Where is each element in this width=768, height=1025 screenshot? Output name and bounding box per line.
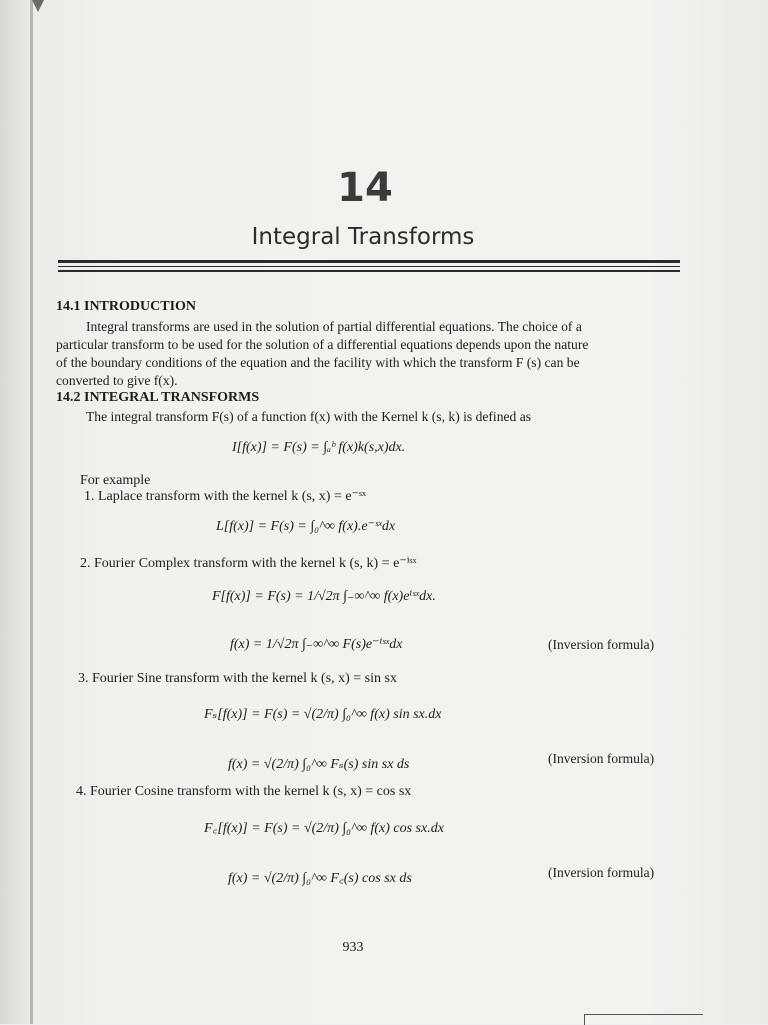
title-rule-thin xyxy=(58,266,680,267)
binding-marker-icon xyxy=(32,0,44,12)
fourier-complex-inversion-note: (Inversion formula) xyxy=(548,637,655,652)
title-rule-thick xyxy=(58,260,680,263)
fourier-sine-inversion-note: (Inversion formula) xyxy=(548,751,655,766)
page-corner-mark xyxy=(584,1014,703,1025)
intro-line-2: particular transform to be used for the solution of a differential equations depends upon the nature xyxy=(56,337,589,352)
intro-line-3: of the boundary conditions of the equation and the facility with which the transform F (s) can be xyxy=(56,355,580,370)
fourier-sine-inverse: f(x) = √(2/π) ∫₀^∞ Fₛ(s) sin sx ds xyxy=(228,757,410,772)
fourier-cosine-inverse: f(x) = √(2/π) ∫₀^∞ F꜀(s) cos sx ds xyxy=(228,871,412,886)
fourier-complex-equation: F[f(x)] = F(s) = 1/√2π ∫₋∞^∞ f(x)eⁱˢˣdx. xyxy=(212,589,436,604)
section-heading-integral-transforms: 14.2 INTEGRAL TRANSFORMS xyxy=(56,390,260,405)
fourier-sine-label: 3. Fourier Sine transform with the kernel k (s, x) = sin sx xyxy=(78,671,397,686)
fourier-cosine-equation: F꜀[f(x)] = F(s) = √(2/π) ∫₀^∞ f(x) cos sx.dx xyxy=(204,821,444,836)
intro-line-4: converted to give f(x). xyxy=(56,373,178,388)
fourier-complex-label: 2. Fourier Complex transform with the kernel k (s, k) = e⁻ⁱˢˣ xyxy=(80,556,417,571)
title-rule-bottom xyxy=(58,270,680,272)
chapter-number: 14 xyxy=(337,165,393,211)
section-heading-introduction: 14.1 INTRODUCTION xyxy=(56,299,197,314)
laplace-transform-label: 1. Laplace transform with the kernel k (s, x) = e⁻ˢˣ xyxy=(84,489,366,504)
laplace-transform-equation: L[f(x)] = F(s) = ∫₀^∞ f(x).e⁻ˢˣdx xyxy=(216,519,396,534)
fourier-sine-equation: Fₛ[f(x)] = F(s) = √(2/π) ∫₀^∞ f(x) sin sx.dx xyxy=(204,707,442,722)
fourier-complex-inverse: f(x) = 1/√2π ∫₋∞^∞ F(s)e⁻ⁱˢˣdx xyxy=(230,637,403,652)
chapter-title: Integral Transforms xyxy=(251,224,475,250)
integral-transform-intro: The integral transform F(s) of a function f(x) with the Kernel k (s, k) is defined as xyxy=(86,409,532,424)
integral-transform-definition: I[f(x)] = F(s) = ∫ₐᵇ f(x)k(s,x)dx. xyxy=(232,440,406,455)
fourier-cosine-inversion-note: (Inversion formula) xyxy=(548,865,655,880)
page-number: 933 xyxy=(342,940,364,955)
for-example-label: For example xyxy=(80,473,151,488)
fourier-cosine-label: 4. Fourier Cosine transform with the kernel k (s, x) = cos sx xyxy=(76,784,412,799)
intro-line-1: Integral transforms are used in the solution of partial differential equations. The choice of a xyxy=(86,319,582,334)
page-binding-edge xyxy=(30,0,33,1024)
